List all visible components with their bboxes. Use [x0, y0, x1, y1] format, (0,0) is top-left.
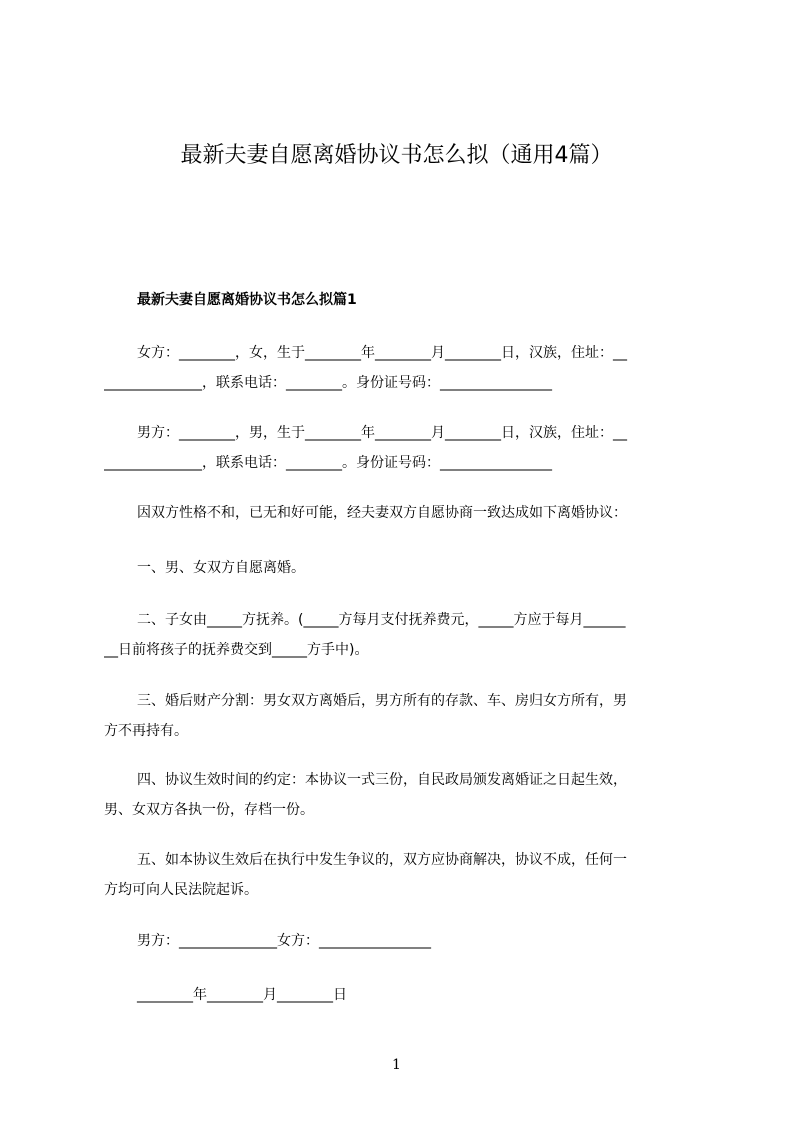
- paragraph-line: 五、如本协议生效后在执行中发生争议的，双方应协商解决，协议不成，任何一: [137, 852, 627, 868]
- paragraph-line: ________年________月________日: [137, 987, 347, 1003]
- paragraph-female-party: [104, 338, 702, 398]
- paragraph-line: 三、婚后财产分割：男女双方离婚后，男方所有的存款、车、房归女方所有，男: [137, 693, 627, 709]
- paragraph-line: 一、男、女双方自愿离婚。: [137, 560, 305, 576]
- paragraph-line: 方均可向人民法院起诉。: [104, 882, 258, 898]
- paragraph-line: 方不再持有。: [104, 723, 188, 739]
- paragraph-male-party: [104, 418, 702, 478]
- paragraph-line: ______________，联系电话：________。身份证号码：________________: [104, 455, 552, 471]
- paragraph-line: 二、子女由_____方抚养。(_____方每月支付抚养费元，_____方应于每月______: [137, 612, 626, 628]
- paragraph-line: 因双方性格不和，已无和好可能，经夫妻双方自愿协商一致达成如下离婚协议：: [137, 505, 627, 521]
- paragraph-clause-2: [104, 605, 702, 665]
- paragraph-line: 男、女双方各执一份，存档一份。: [104, 802, 314, 818]
- paragraph-line: ______________，联系电话：________。身份证号码：________________: [104, 375, 552, 391]
- paragraph-line: 四、协议生效时间的约定：本协议一式三份，自民政局颁发离婚证之日起生效，: [137, 772, 627, 788]
- paragraph-clause-3: [104, 686, 702, 746]
- paragraph-clause-4: [104, 765, 702, 825]
- document-title: 最新夫妻自愿离婚协议书怎么拟（通用4篇）: [180, 143, 613, 168]
- paragraph-line: 男方：________，男，生于________年________月________日，汉族，住址：__: [137, 425, 627, 441]
- paragraph-line: 男方：______________女方：________________: [137, 933, 431, 949]
- paragraph-signature: [104, 926, 702, 956]
- paragraph-clause-5: [104, 845, 702, 905]
- section-heading: 最新夫妻自愿离婚协议书怎么拟篇1: [137, 292, 357, 308]
- paragraph-line: __日前将孩子的抚养费交到_____方手中)。: [104, 642, 369, 658]
- paragraph-date: [104, 980, 702, 1010]
- page-number: 1: [392, 1057, 401, 1073]
- paragraph-reason: [104, 498, 702, 528]
- paragraph-line: 女方：________，女，生于________年________月________日，汉族，住址：__: [137, 345, 627, 361]
- paragraph-clause-1: [104, 553, 702, 583]
